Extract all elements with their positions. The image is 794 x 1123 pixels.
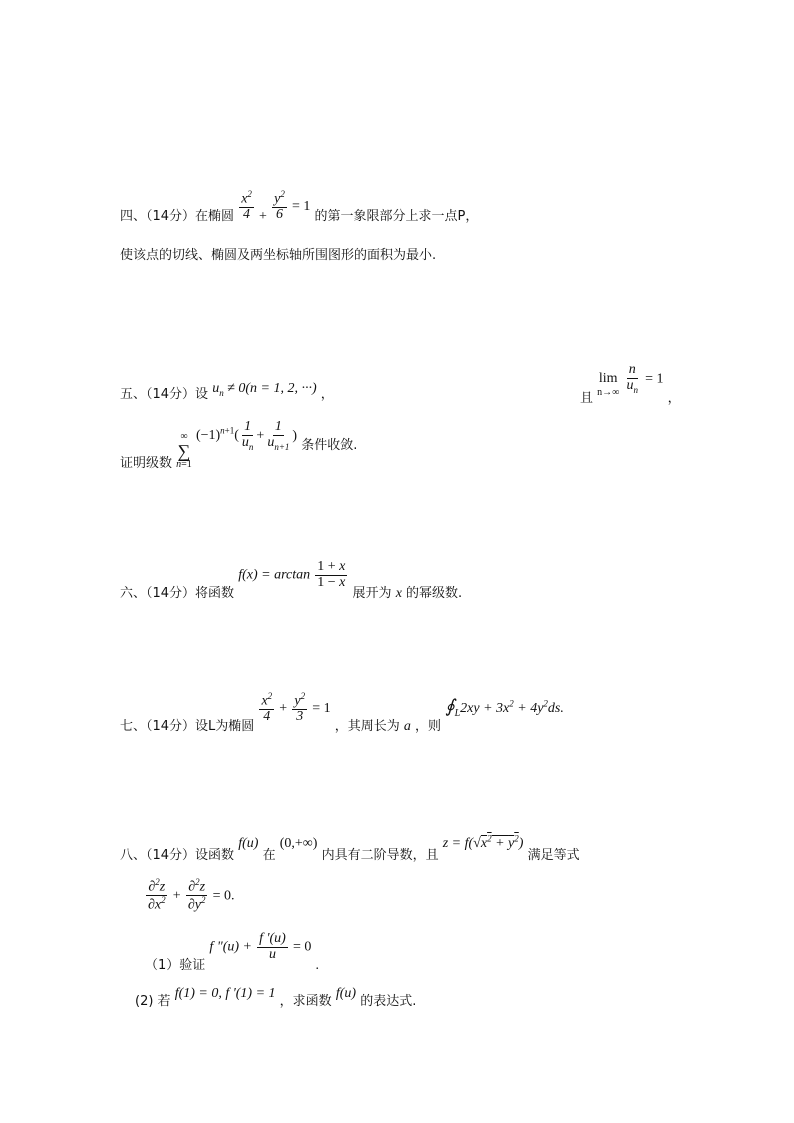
q4-plus: +: [259, 209, 267, 225]
q7-mid: ，其周长为: [334, 719, 400, 735]
q8-part2-mid: ，求函数: [279, 994, 332, 1009]
q4-line2: 使该点的切线、椭圆及两坐标轴所围图形的面积为最小.: [120, 248, 437, 263]
q6-frac: $\frac{1 + x}{1 - x}$: [317, 559, 346, 590]
q4-frac-x: $\frac{x^2}{4}$: [241, 189, 252, 223]
q6-after: 展开为: [352, 585, 392, 601]
q5-eq1: = 1: [645, 371, 664, 387]
q8-eq0: = 0.: [212, 888, 235, 904]
q8-label: 八、（14分）设函数: [120, 848, 235, 863]
q8-d2y: $\frac{\partial^2z}{\partial y^2}$: [187, 877, 206, 913]
q7-plus: +: [279, 701, 288, 717]
q8-in: 在: [262, 848, 276, 863]
q8-part2-post: 的表达式.: [360, 994, 417, 1009]
q5-un: $u_n \ne 0(n = 1$, 2, ···): [212, 381, 317, 398]
q6-label: 六、（14分）将函数: [120, 585, 235, 601]
q8-cond: f(1) = 0, f '(1) = 1: [174, 986, 276, 1001]
q4-eq: = 1: [291, 199, 311, 215]
q7-then: ，则: [415, 719, 442, 735]
q4-line1: [120, 189, 479, 233]
q8-line1: [120, 832, 580, 863]
q7-frac-x: $\frac{x^2}{4}$: [261, 691, 273, 725]
q8-pde: [145, 878, 235, 914]
q8-part1: [145, 931, 320, 973]
q6-func: f(x) = arctan: [238, 567, 311, 583]
q8-part1-label: （1）验证: [145, 957, 206, 973]
q5-line2-post: 条件收敛.: [301, 438, 358, 454]
q4-label: 四、（14分）在椭圆: [120, 209, 235, 225]
q4-after: 的第一象限部分上求一点P，: [314, 209, 479, 225]
q5-comma2: ，: [667, 391, 681, 407]
q5-lim: lim n→∞: [597, 371, 620, 398]
q6-var: x: [395, 585, 402, 601]
q5-frac1: $\frac{1}{u_n}$: [241, 419, 254, 452]
q5-frac2: $\frac{1}{u_{n+1}}$: [267, 419, 290, 452]
q8-fpp: f "(u) +: [209, 939, 252, 955]
q8-mid: 内具有二阶导数，且: [321, 848, 439, 863]
q8-part2: [135, 982, 417, 1009]
q5-line2: 证明级数 ∞ ∑ n=1 $(-1)^{n+1}$( $\frac{1}{u_n}$ + $\frac{1}{u_{n+1}}$ ) 条件收敛.: [120, 419, 358, 472]
q7-frac-y: $\frac{y^2}{3}$: [294, 691, 306, 725]
q5-line1: [120, 383, 334, 404]
q7-a: a: [403, 719, 411, 735]
q7-integral: $∮_L2xy + 3x^2 + 4y^2ds$.: [445, 696, 564, 719]
q5-label: 五、（14分）设: [120, 387, 209, 402]
q8-frac: $\frac{f '(u)}{u}$: [259, 931, 286, 962]
q5-sum: ∞ ∑ n=1: [176, 431, 192, 471]
q8-z: $z = f(√x^2 + y^2)$: [442, 833, 524, 851]
q8-eq-zero: = 0: [292, 939, 312, 955]
q8-interval: (0,+∞): [279, 836, 318, 851]
q5-frac: $\frac{n}{u_n}$: [626, 362, 638, 395]
q8-d2x: $\frac{\partial^2z}{\partial x^2}$: [148, 877, 166, 913]
q5-comma: ，: [320, 387, 334, 402]
q6-tail: 的幂级数.: [406, 585, 463, 601]
q8-plus: +: [172, 888, 181, 904]
q8-tail: 满足等式: [527, 848, 580, 863]
q7-label: 七、（14分）设L为椭圆: [120, 719, 255, 735]
q5-series-term: $(-1)^{n+1}$(: [195, 425, 239, 444]
q8-fu: f(u): [238, 836, 259, 851]
q8-fu2: f(u): [335, 986, 357, 1001]
q8-part2-pre: (2) 若: [135, 994, 171, 1009]
q5-line2-pre: 证明级数: [120, 456, 173, 472]
q8-period: .: [315, 957, 320, 973]
q7-line: [120, 691, 564, 735]
q7-eq: = 1: [312, 701, 331, 717]
q4-frac-y: $\frac{y^2}{6}$: [274, 189, 285, 223]
q6-line: [120, 559, 463, 601]
q5-and: 且: [580, 391, 594, 407]
q5-limit: [580, 362, 681, 407]
